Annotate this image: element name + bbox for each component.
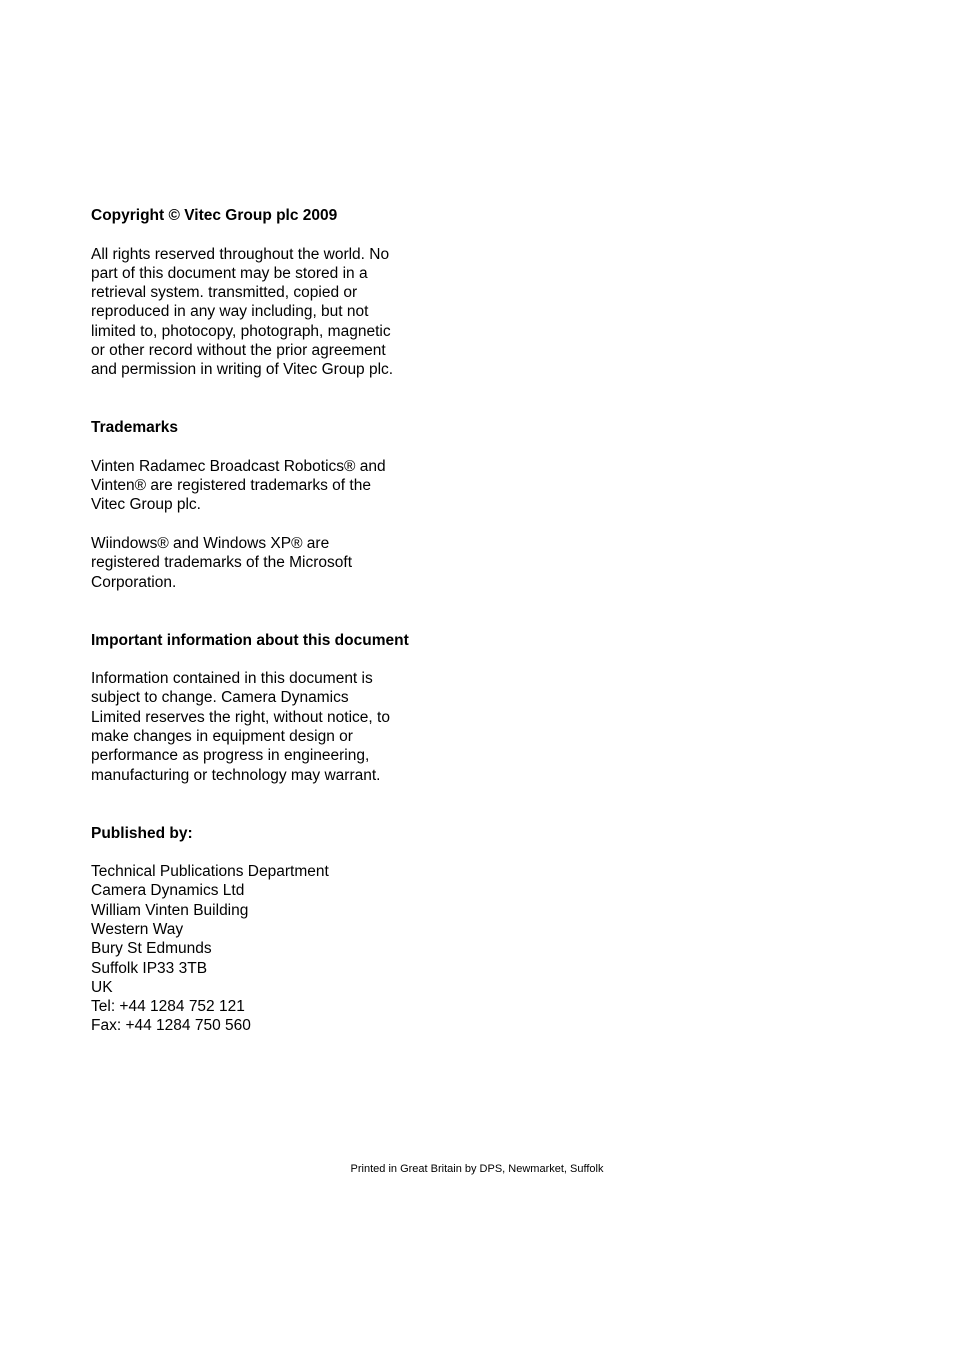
trademarks-line: Wiindows® and Windows XP® are <box>91 535 330 553</box>
address-line: Suffolk IP33 3TB <box>91 959 208 977</box>
copyright-heading: Copyright © Vitec Group plc 2009 <box>91 207 338 224</box>
important-info-line: subject to change. Camera Dynamics <box>91 689 349 707</box>
trademarks-line: registered trademarks of the Microsoft <box>91 554 353 572</box>
copyright-line: or other record without the prior agreement <box>91 342 386 360</box>
important-info-paragraph <box>91 669 451 785</box>
trademarks-paragraph-microsoft <box>91 534 451 592</box>
copyright-line: and permission in writing of Vitec Group plc. <box>91 361 394 379</box>
address-line: Western Way <box>91 920 184 938</box>
copyright-line: reproduced in any way including, but not <box>91 303 369 321</box>
published-by-heading: Published by: <box>91 824 193 842</box>
document-column <box>91 206 451 1036</box>
address-line: Camera Dynamics Ltd <box>91 882 245 900</box>
copyright-line: retrieval system. transmitted, copied or <box>91 284 358 302</box>
important-info-line: manufacturing or technology may warrant. <box>91 766 381 784</box>
important-info-line: performance as progress in engineering, <box>91 747 370 765</box>
trademarks-line: Vinten® are registered trademarks of the <box>91 477 371 495</box>
important-info-line: Information contained in this document is <box>91 670 373 688</box>
trademarks-paragraph-vinten <box>91 457 451 515</box>
address-line: Technical Publications Department <box>91 863 329 881</box>
important-info-heading: Important information about this document <box>91 631 409 649</box>
copyright-line: limited to, photocopy, photograph, magnetic <box>91 322 391 340</box>
address-line: Bury St Edmunds <box>91 940 212 958</box>
trademarks-heading: Trademarks <box>91 419 179 437</box>
printed-in-footer: Printed in Great Britain by DPS, Newmarket, Suffolk <box>350 1163 604 1175</box>
address-line: UK <box>91 978 113 996</box>
copyright-line: All rights reserved throughout the world. No <box>91 245 390 263</box>
copyright-line: part of this document may be stored in a <box>91 264 368 282</box>
copyright-paragraph <box>91 245 451 380</box>
address-line: William Vinten Building <box>91 901 249 919</box>
telephone-line: Tel: +44 1284 752 121 <box>91 998 245 1016</box>
trademarks-line: Vinten Radamec Broadcast Robotics® and <box>91 457 386 475</box>
important-info-line: Limited reserves the right, without notice, to <box>91 708 390 726</box>
publisher-address <box>91 862 451 1036</box>
trademarks-line: Vitec Group plc. <box>91 496 201 514</box>
trademarks-line: Corporation. <box>91 573 177 591</box>
fax-line: Fax: +44 1284 750 560 <box>91 1017 251 1035</box>
important-info-line: make changes in equipment design or <box>91 728 353 746</box>
